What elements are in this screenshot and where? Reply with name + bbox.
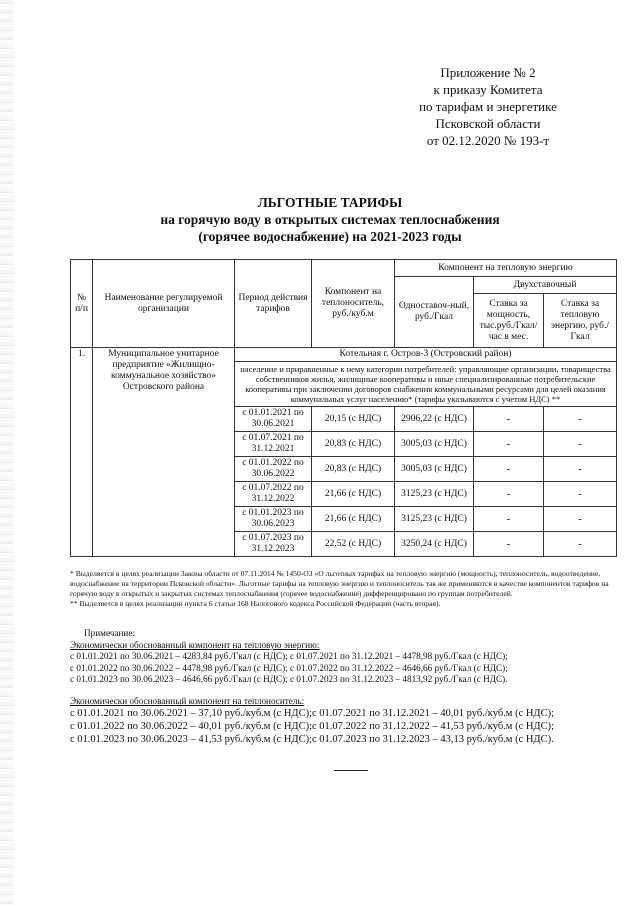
notes-label: Примечание: xyxy=(84,628,135,638)
single-rate-cell: 3005,03 (с НДС) xyxy=(395,457,474,482)
header-energy-rate: Ставка за тепловую энергию, руб./Гкал xyxy=(544,294,617,348)
energy-heading: Экономически обоснованный компонент на тепловую энергию: xyxy=(70,639,320,650)
org-name: Муниципальное унитарное предприятие «Жилищно-коммунальное хозяйство» Островского района xyxy=(93,348,235,557)
header-num: № п/п xyxy=(71,260,93,348)
energy-note-line: с 01.01.2022 по 30.06.2022 – 4478,98 руб./Гкал (с НДС); с 01.07.2022 по 31.12.2022 – 4646,66 руб./Гкал (с НДС); xyxy=(70,662,508,673)
period-cell: с 01.01.2022 по 30.06.2022 xyxy=(235,457,312,482)
energy-rate-cell: - xyxy=(544,507,617,532)
energy-rate-cell: - xyxy=(544,407,617,432)
header-energy-group: Компонент на тепловую энергию xyxy=(395,260,617,277)
appendix-line: Псковской области xyxy=(435,116,541,131)
period-cell: с 01.07.2022 по 31.12.2022 xyxy=(235,482,312,507)
carrier-note-line: с 01.01.2023 по 30.06.2023 – 41,53 руб./куб.м (с НДС);с 01.07.2023 по 31.12.2023 – 43,13 руб./куб.м (с НДС). xyxy=(70,734,554,745)
appendix-block xyxy=(388,64,588,149)
capacity-cell: - xyxy=(474,482,544,507)
title-line: на горячую воду в открытых системах теплоснабжения xyxy=(160,212,500,227)
capacity-cell: - xyxy=(474,457,544,482)
appendix-line: Приложение № 2 xyxy=(440,65,536,80)
table-row xyxy=(71,348,617,362)
boiler-name: Котельная г. Остров-3 (Островский район) xyxy=(235,348,617,362)
appendix-line: от 02.12.2020 № 193-т xyxy=(426,133,550,148)
row-number: 1. xyxy=(71,348,93,557)
footnote: ** Выделяется в целях реализации пункта 6 статьи 168 Налогового кодекса Российской Федерации (часть вторая). xyxy=(70,599,441,608)
consumer-group: население и приравненные к нему категории потребителей: управляющие организации, товарищества собственников жилья, жилищные кооперативы и иные специализированные потребительские кооперативы при заключении договоров снабжения коммунальными ресурсами для целей оказания коммунальных услуг населению* (тарифы указываются с учетом НДС) ** xyxy=(235,362,617,407)
energy-note-line: с 01.01.2021 по 30.06.2021 – 4283,84 руб./Гкал (с НДС); с 01.07.2021 по 31.12.2021 – 4478,98 руб./Гкал (с НДС); xyxy=(70,651,508,661)
header-org: Наименование регулируемой организации xyxy=(93,260,235,348)
title-line: (горячее водоснабжение) на 2021-2023 годы xyxy=(198,229,462,244)
period-cell: с 01.01.2023 по 30.06.2023 xyxy=(235,507,312,532)
capacity-cell: - xyxy=(474,407,544,432)
scan-edge xyxy=(0,0,14,905)
notes-block xyxy=(70,628,630,746)
carrier-note-line: с 01.01.2022 по 30.06.2022 – 40,01 руб./куб.м (с НДС);с 01.07.2022 по 31.12.2022 – 41,53 руб./куб.м (с НДС); xyxy=(70,721,555,732)
header-single-rate: Одноставоч-ный, руб./Гкал xyxy=(395,277,474,348)
closing-rule xyxy=(334,770,368,771)
header-carrier: Компонент на теплоноситель, руб./куб.м xyxy=(312,260,395,348)
single-rate-cell: 3250,24 (с НДС) xyxy=(395,532,474,557)
appendix-line: к приказу Комитета xyxy=(433,82,543,97)
carrier-cell: 21,66 (с НДС) xyxy=(312,482,395,507)
energy-note-line: с 01.01.2023 по 30.06.2023 – 4646,66 руб./Гкал (с НДС); с 01.07.2023 по 31.12.2023 – 4813,92 руб./Гкал (с НДС). xyxy=(70,674,508,684)
header-capacity: Ставка за мощность, тыс.руб./Гкал/час в мес. xyxy=(474,294,544,348)
title-line: ЛЬГОТНЫЕ ТАРИФЫ xyxy=(257,195,403,210)
footnote: * Выделяется в целях реализации Закона области от 07.11.2014 № 1450-ОЗ «О льготных тарифах на тепловую энергию (мощность), теплоноситель, водоотведение, водоснабжение на территории Псковской области». Льготные тарифы на тепловую энергию и теплоноситель так же применяются в качестве компонентов тарифов на горячую воду в открытых и закрытых системах теплоснабжения (горячее водоснабжение) дифференцировано по группам потребителей. xyxy=(70,569,609,598)
appendix-line: по тарифам и энергетике xyxy=(419,99,557,114)
energy-rate-cell: - xyxy=(544,482,617,507)
energy-rate-cell: - xyxy=(544,457,617,482)
single-rate-cell: 3125,23 (с НДС) xyxy=(395,507,474,532)
period-cell: с 01.07.2021 по 31.12.2021 xyxy=(235,432,312,457)
tariff-table xyxy=(70,259,617,557)
carrier-cell: 22,52 (с НДС) xyxy=(312,532,395,557)
header-period: Период действия тарифов xyxy=(235,260,312,348)
carrier-heading: Экономически обоснованный компонент на теплоноситель: xyxy=(70,695,305,706)
carrier-cell: 21,66 (с НДС) xyxy=(312,507,395,532)
document-title xyxy=(130,194,530,245)
energy-rate-cell: - xyxy=(544,432,617,457)
capacity-cell: - xyxy=(474,532,544,557)
carrier-note-line: с 01.01.2021 по 30.06.2021 – 37,10 руб./куб.м (с НДС);с 01.07.2021 по 31.12.2021 – 40,01 руб./куб.м (с НДС); xyxy=(70,708,555,719)
single-rate-cell: 3125,23 (с НДС) xyxy=(395,482,474,507)
carrier-cell: 20,15 (с НДС) xyxy=(312,407,395,432)
energy-rate-cell: - xyxy=(544,532,617,557)
period-cell: с 01.01.2021 по 30.06.2021 xyxy=(235,407,312,432)
carrier-cell: 20,83 (с НДС) xyxy=(312,432,395,457)
period-cell: с 01.07.2023 по 31.12.2023 xyxy=(235,532,312,557)
single-rate-cell: 3005,03 (с НДС) xyxy=(395,432,474,457)
carrier-cell: 20,83 (с НДС) xyxy=(312,457,395,482)
capacity-cell: - xyxy=(474,507,544,532)
single-rate-cell: 2906,22 (с НДС) xyxy=(395,407,474,432)
header-two-rate-group: Двухставочный xyxy=(474,277,617,294)
header-row xyxy=(71,260,617,277)
footnotes xyxy=(70,569,628,609)
capacity-cell: - xyxy=(474,432,544,457)
